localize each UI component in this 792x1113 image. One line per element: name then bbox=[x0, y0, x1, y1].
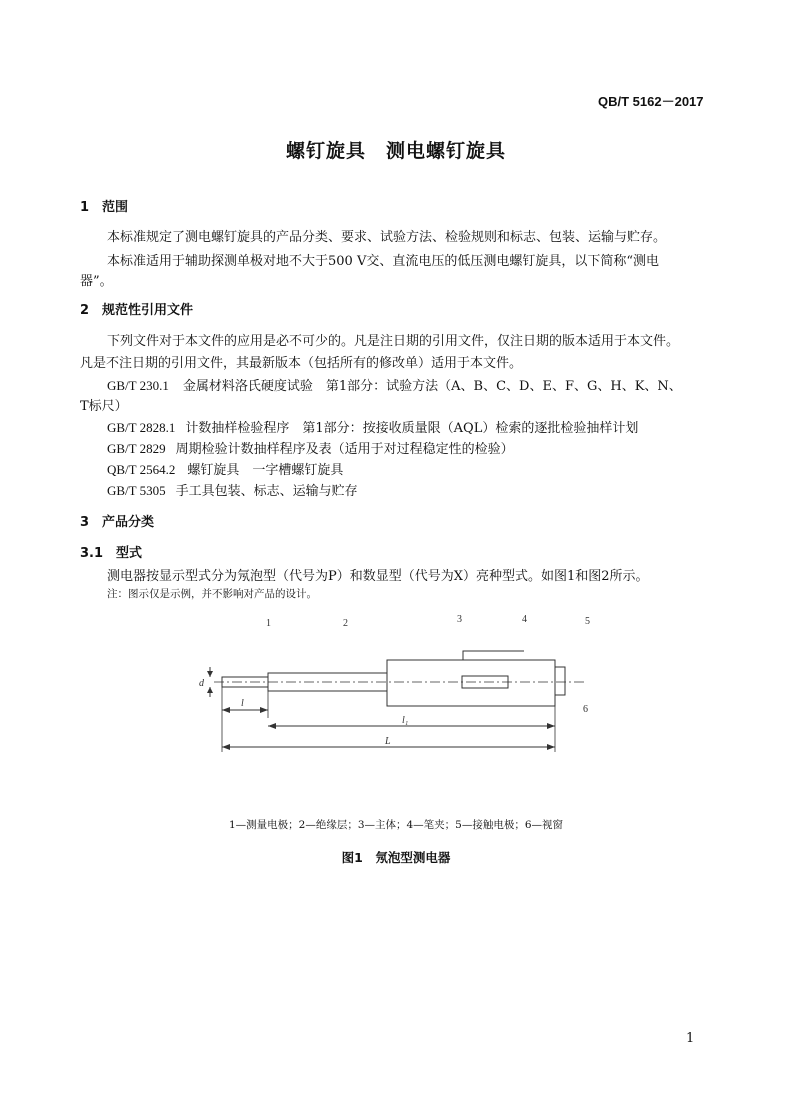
arrow-head bbox=[207, 671, 213, 677]
callout-2: 2 bbox=[343, 618, 348, 629]
section-3-1-heading: 3.1 型式 bbox=[80, 546, 143, 561]
dim-d-label: d bbox=[199, 678, 204, 689]
reference-title: 手工具包装、标志、运输与贮存 bbox=[175, 484, 358, 499]
reference-code: GB/T 2829 bbox=[107, 441, 166, 456]
reference-item bbox=[107, 459, 343, 478]
arrow-head bbox=[268, 723, 276, 729]
section-1-para-1: 本标准规定了测电螺钉旋具的产品分类、要求、试验方法、检验规则和标志、包装、运输与贮存。 bbox=[107, 230, 667, 245]
reference-item bbox=[107, 480, 358, 499]
contact-electrode-shape bbox=[555, 667, 565, 695]
reference-title: 金属材料洛氏硬度试验 第1部分：试验方法（A、B、C、D、E、F、G、H、K、N、 bbox=[182, 379, 682, 394]
arrow-head bbox=[547, 723, 555, 729]
page-number: 1 bbox=[686, 1031, 695, 1046]
section-3-1-para: 测电器按显示型式分为氖泡型（代号为P）和数显型（代号为X）亮种型式。如图1和图2所示。 bbox=[107, 569, 649, 584]
neon-tester-drawing bbox=[0, 600, 792, 770]
pen-clip-shape bbox=[463, 651, 524, 660]
main-body-shape bbox=[387, 660, 555, 706]
reference-item bbox=[107, 375, 682, 394]
arrow-head bbox=[222, 744, 230, 750]
section-1-para-2-cont: 器”。 bbox=[80, 274, 113, 289]
reference-title: 周期检验计数抽样程序及表（适用于对过程稳定性的检验） bbox=[175, 442, 514, 457]
figure-legend: 1—测量电极；2—绝缘层；3—主体；4—笔夹；5—接触电极；6—视窗 bbox=[228, 819, 564, 831]
arrow-head bbox=[222, 707, 230, 713]
arrow-head bbox=[260, 707, 268, 713]
section-2-para-1: 下列文件对于本文件的应用是必不可少的。凡是注日期的引用文件，仅注日期的版本适用于本文件。 bbox=[107, 334, 680, 349]
dim-l1-label: l₁ bbox=[402, 715, 409, 726]
callout-1: 1 bbox=[266, 618, 271, 629]
document-title: 螺钉旋具 测电螺钉旋具 bbox=[285, 140, 506, 162]
callout-4: 4 bbox=[522, 614, 527, 625]
reference-code: GB/T 2828.1 bbox=[107, 420, 176, 435]
reference-code: GB/T 230.1 bbox=[107, 378, 169, 393]
section-2-heading: 2 规范性引用文件 bbox=[80, 303, 194, 318]
callout-5: 5 bbox=[585, 616, 590, 627]
section-1-para-2: 本标准适用于辅助探测单极对地不大于500 V交、直流电压的低压测电螺钉旋具，以下简称“测电 bbox=[107, 254, 659, 269]
dim-total-label: L bbox=[385, 736, 391, 747]
reference-item bbox=[107, 417, 638, 436]
callout-3: 3 bbox=[457, 614, 462, 625]
dim-l-label: l bbox=[241, 698, 244, 709]
figure-note: 注：图示仅是示例，并不影响对产品的设计。 bbox=[107, 588, 317, 600]
reference-title: 螺钉旋具 一字槽螺钉旋具 bbox=[187, 463, 344, 478]
reference-title: 计数抽样检验程序 第1部分：按接收质量限（AQL）检索的逐批检验抽样计划 bbox=[185, 421, 639, 436]
arrow-head bbox=[207, 687, 213, 693]
reference-item bbox=[107, 438, 514, 457]
section-3-heading: 3 产品分类 bbox=[80, 515, 155, 530]
reference-code: GB/T 5305 bbox=[107, 483, 166, 498]
figure-caption: 图1 氖泡型测电器 bbox=[341, 850, 451, 865]
section-2-para-1-cont: 凡是不注日期的引用文件，其最新版本（包括所有的修改单）适用于本文件。 bbox=[80, 356, 523, 371]
section-1-heading: 1 范围 bbox=[80, 200, 129, 215]
callout-6: 6 bbox=[583, 704, 588, 715]
reference-title-cont: T标尺） bbox=[80, 399, 128, 414]
arrow-head bbox=[547, 744, 555, 750]
reference-code: QB/T 2564.2 bbox=[107, 462, 176, 477]
standard-code: QB/T 5162－2017 bbox=[598, 94, 704, 109]
